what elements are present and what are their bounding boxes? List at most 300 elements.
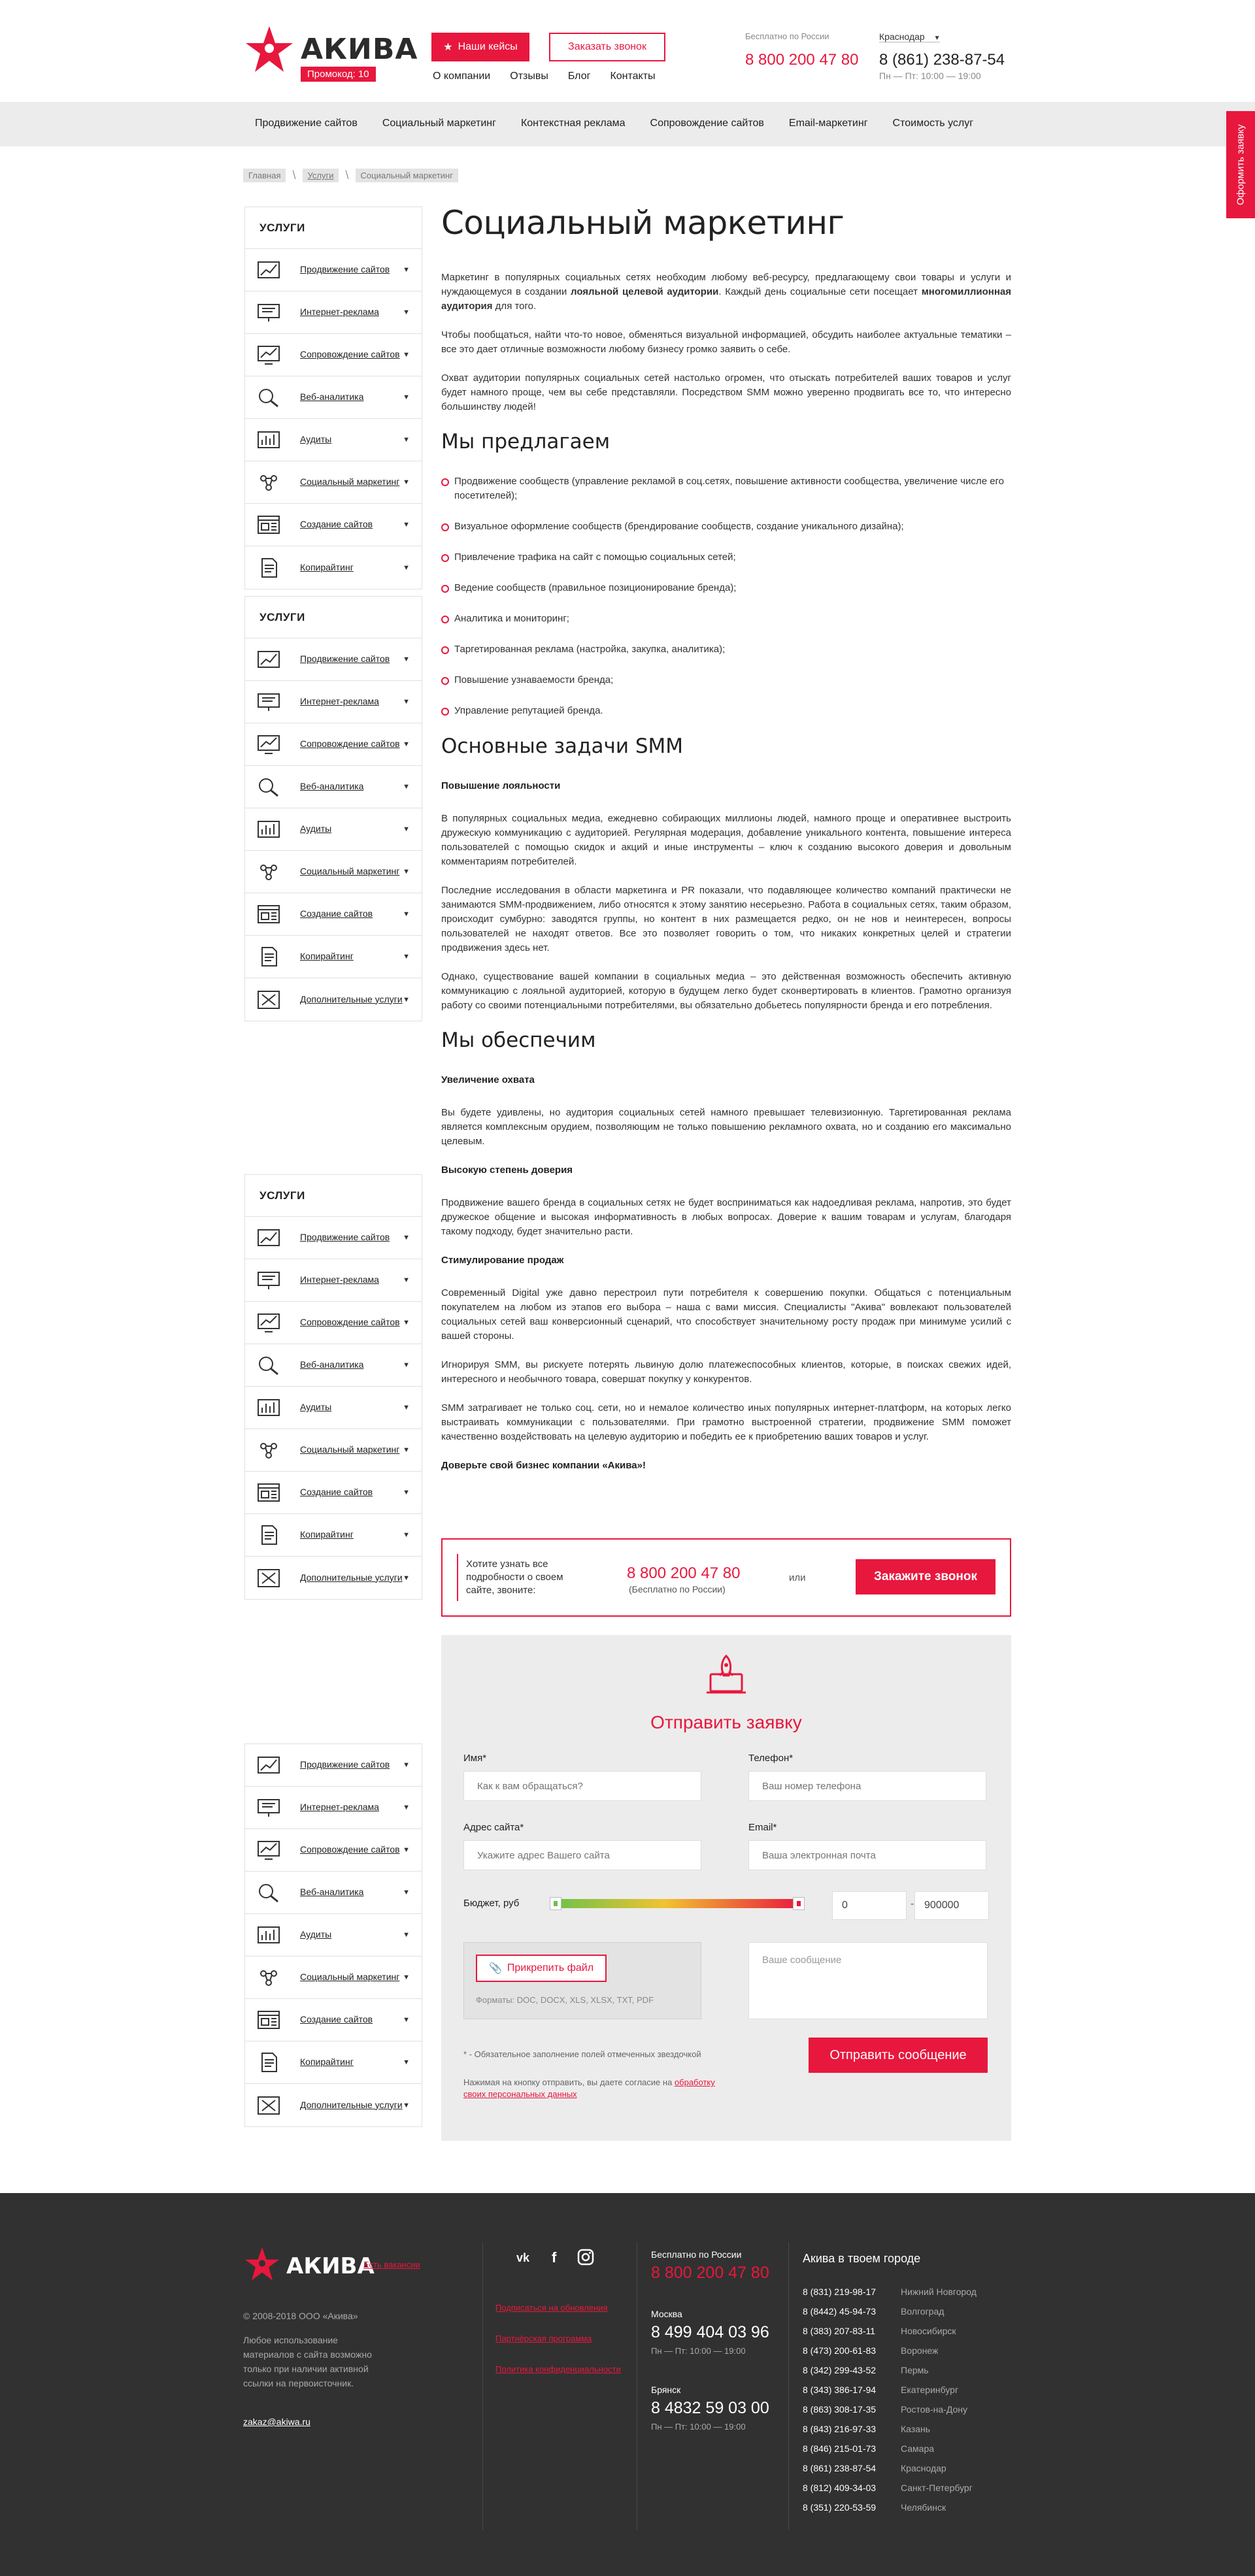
footer-logo[interactable]	[243, 2245, 375, 2285]
paragraph: Продвижение вашего бренда в социальных сетях не будет восприниматься как надоедливая реклама, напротив, это будет дружеское общение и высокая информативность в любых вопросах. Доверие к вашим товарам и услугам, благодаря такому подходу, будет значительно расти.	[441, 1197, 1011, 1237]
city-name[interactable]: Санкт-Петербург	[901, 2483, 973, 2493]
free-phone[interactable]: 8 800 200 47 80	[745, 51, 859, 69]
paragraph: В популярных социальных медиа, ежедневно собирающих миллионы людей, намного проще и оперативнее выстроить дружескую коммуникацию с аудиторией. Регулярная модерация, добавление уникального контента, повышение интереса пользователей с помощью скидок и акций и иные инструменты – ключ к созданию высокого доверия и довольным комментариям потребителей.	[441, 813, 1011, 867]
top-nav	[433, 71, 656, 82]
subheading: Высокую степень доверия	[441, 1164, 573, 1176]
chevron-down-icon[interactable]: ▼	[403, 2101, 410, 2109]
list-item: Управление репутацией бренда.	[441, 704, 1011, 718]
intro-paragraph: Маркетинг в популярных социальных сетях необходим любому веб-ресурсу, предлагающему свои товары и услуги и нуждающемуся в создании лояльной целевой аудитории. Каждый день социальные сети посещает многомиллионная аудитория для того.	[441, 272, 1011, 312]
budget-label: Бюджет, руб	[463, 1898, 520, 1909]
chevron-down-icon[interactable]: ▼	[403, 1531, 410, 1539]
sidebar-item[interactable]	[245, 1344, 422, 1387]
footer-email[interactable]: zakaz@akiwa.ru	[243, 2417, 310, 2427]
city-row	[803, 2458, 1012, 2478]
paragraph: Однако, существование вашей компании в социальных медиа – это действенная возможность обеспечить активную коммуникацию с лояльной аудиторией, которую в будущем легко будет сконвертировать в клиентов. Грамотно организуя работу со своими потенциальными потребителями, вы обязательно добьетесь популярности бренда и его потребления.	[441, 971, 1011, 1011]
sidebar-item[interactable]	[245, 1957, 422, 1999]
city-select[interactable]	[879, 31, 940, 42]
trust-line: Доверьте свой бизнес компании «Акива»!	[441, 1460, 646, 1471]
paragraph: Игнорируя SMM, вы рискуете потерять львиную долю платежеспособных клиентов, которые, в поисках свежих идей, интересного и необычного товара, совершат покупку у конкурентов.	[441, 1359, 1011, 1385]
call-box	[441, 1538, 1011, 1617]
phone-input[interactable]	[748, 1771, 986, 1801]
chevron-down-icon[interactable]: ▼	[403, 1973, 410, 1981]
billboard-icon	[257, 1797, 280, 1818]
website-icon	[257, 514, 280, 535]
footer-links	[495, 2303, 621, 2374]
attach-file-label: Прикрепить файл	[507, 1962, 594, 1973]
request-side-tab[interactable]: Оформить заявку	[1226, 111, 1255, 218]
chevron-down-icon[interactable]: ▼	[403, 1846, 410, 1854]
sidebar-item[interactable]	[245, 978, 422, 1021]
work-hours: Пн — Пт: 10:00 — 19:00	[879, 71, 981, 81]
monitor-chart-icon	[257, 344, 280, 365]
required-note: * - Обязательное заполнение полей отмеченных звездочкой	[463, 2049, 701, 2059]
city-phone[interactable]: 8 (342) 299-43-52	[803, 2365, 877, 2375]
sidebar-item[interactable]	[245, 504, 422, 546]
sidebar-item-label: Аудиты	[300, 1402, 332, 1413]
sidebar-item-label: Веб-аналитика	[300, 1887, 364, 1898]
paragraph: Последние исследования в области маркетинга и PR показали, что подавляющее количество компаний практически не занимаются SMM-продвижением, либо относятся к этому занятию несерьезно. Работа в социальных сетях, таким образом, происходит сумбурно: заводятся группы, но контент в них размещается редко, он не нов и неинтересен, вопросы пользователей не находят ответов. Все это позволяет говорить о том, что никаких конкретных целей и стратегии продвижения здесь нет.	[441, 885, 1011, 953]
city-phone[interactable]: 8 (473) 200-61-83	[803, 2345, 877, 2356]
website-icon	[257, 2009, 280, 2030]
city-name[interactable]: Самара	[901, 2443, 935, 2454]
legal-text: Любое использование материалов с сайта возможно только при наличии активной ссылки на первоисточник.	[243, 2335, 372, 2388]
chevron-down-icon[interactable]: ▼	[403, 783, 410, 791]
bryansk-phone[interactable]: 8 4832 59 03 00	[651, 2399, 769, 2417]
sidebar-item[interactable]	[245, 851, 422, 893]
sidebar-item-label: Копирайтинг	[300, 2056, 354, 2068]
chevron-down-icon[interactable]: ▼	[403, 1276, 410, 1284]
message-textarea[interactable]: Ваше сообщение	[748, 1942, 988, 2019]
sidebar-item[interactable]	[245, 461, 422, 504]
section-title-provide: Мы обеспечим	[441, 1029, 596, 1052]
sidebar-item-label: Создание сайтов	[300, 2014, 373, 2025]
menu-item-support[interactable]: Сопровождение сайтов	[650, 118, 764, 129]
form-title: Отправить заявку	[650, 1712, 802, 1732]
order-call-button[interactable]: Закажите звонок	[856, 1559, 996, 1594]
moscow-phone[interactable]: 8 499 404 03 96	[651, 2323, 769, 2341]
budget-max-handle[interactable]	[793, 1897, 805, 1910]
sidebar-item[interactable]	[245, 1217, 422, 1259]
city-row	[803, 2321, 1012, 2341]
nav-reviews[interactable]: Отзывы	[510, 71, 548, 82]
site-label: Адрес сайта*	[463, 1822, 524, 1833]
website-icon	[257, 1482, 280, 1503]
sidebar-item[interactable]	[245, 1744, 422, 1787]
chevron-down-icon[interactable]: ▼	[403, 1761, 410, 1769]
city-row	[803, 2478, 1012, 2498]
sidebar-item[interactable]	[245, 681, 422, 723]
list-item: Ведение сообществ (правильное позиционирование бренда);	[441, 581, 1011, 595]
services-sidebar-4	[244, 1743, 422, 2127]
chevron-down-icon[interactable]: ▼	[403, 1489, 410, 1496]
chart-up-icon	[257, 259, 280, 280]
services-sidebar-2	[244, 596, 422, 1021]
nav-contacts[interactable]: Контакты	[610, 71, 656, 82]
list-item: Продвижение сообществ (управление рекламой в соц.сетях, повышение активности сообщества, увеличение числе его посетителей);	[441, 474, 1011, 503]
sidebar-item[interactable]	[245, 2084, 422, 2126]
callbox-free-label: (Бесплатно по России)	[629, 1584, 726, 1594]
city-name[interactable]: Челябинск	[901, 2502, 946, 2513]
name-input[interactable]	[463, 1771, 701, 1801]
phone-label: Телефон*	[748, 1753, 794, 1764]
chevron-down-icon[interactable]: ▼	[403, 655, 410, 663]
cities-title: Акива в твоем городе	[803, 2252, 921, 2265]
chevron-down-icon[interactable]: ▼	[403, 393, 410, 401]
city-row	[803, 2282, 1012, 2302]
main-content	[441, 204, 1011, 1491]
chevron-down-icon[interactable]: ▼	[403, 740, 410, 748]
breadcrumb-home[interactable]: Главная	[243, 169, 286, 182]
email-input[interactable]	[748, 1840, 986, 1870]
sidebar-item-label: Интернет-реклама	[300, 696, 379, 707]
request-form	[441, 1635, 1011, 2141]
subheading: Повышение лояльности	[441, 780, 561, 791]
city-phone[interactable]: 8 (812) 409-34-03	[803, 2483, 877, 2493]
monitor-chart-icon	[257, 734, 280, 755]
sidebar-item[interactable]	[245, 1387, 422, 1429]
city-name[interactable]: Воронеж	[901, 2345, 939, 2356]
vk-icon[interactable]	[516, 2248, 535, 2266]
paperclip-icon: 📎	[488, 1963, 502, 1974]
sidebar-item-label: Социальный маркетинг	[300, 866, 400, 877]
city-name[interactable]: Ростов-на-Дону	[901, 2404, 967, 2415]
callbox-accent	[457, 1554, 461, 1601]
sidebar-item[interactable]	[245, 291, 422, 334]
consent-link[interactable]: обработку своих персональных данных	[463, 2077, 715, 2099]
billboard-icon	[257, 302, 280, 323]
sidebar-item[interactable]	[245, 1259, 422, 1302]
promo-badge: Промокод: 10	[301, 67, 376, 82]
city-row	[803, 2380, 1012, 2400]
footer-logo-text: АКИВА	[286, 2253, 375, 2279]
sidebar-item[interactable]	[245, 419, 422, 461]
social-network-icon	[257, 1440, 280, 1461]
list-item: Аналитика и мониторинг;	[441, 612, 1011, 626]
chevron-down-icon[interactable]: ▼	[403, 1404, 410, 1412]
site-footer	[0, 2193, 1255, 2576]
sidebar-item[interactable]	[245, 1514, 422, 1557]
subheading: Стимулирование продаж	[441, 1255, 564, 1266]
document-icon	[257, 557, 280, 578]
services-title: УСЛУГИ	[245, 1175, 422, 1217]
sidebar-item-label: Аудиты	[300, 1929, 332, 1940]
sidebar-item-label: Копирайтинг	[300, 561, 354, 572]
sidebar-item[interactable]	[245, 249, 422, 291]
chevron-down-icon[interactable]: ▼	[403, 2058, 410, 2066]
sidebar-item[interactable]	[245, 546, 422, 589]
logo[interactable]	[243, 24, 418, 86]
attach-area	[463, 1942, 701, 2019]
sidebar-item[interactable]	[245, 2041, 422, 2084]
tools-icon	[257, 1568, 280, 1589]
nav-blog[interactable]: Блог	[567, 71, 591, 82]
facebook-icon[interactable]	[546, 2248, 565, 2266]
menu-item-context[interactable]: Контекстная реклама	[520, 118, 626, 129]
tools-icon	[257, 2095, 280, 2116]
intro-paragraph: Охват аудитории популярных социальных сетей настолько огромен, что отыскать потребителей ваших товаров и услуг будет намного проще, чем вы себе представляли. Посредством SMM можно уверенно продвигать все то, что интересно большинству людей!	[441, 372, 1011, 412]
breadcrumb-current: Социальный маркетинг	[356, 169, 458, 182]
audit-chart-icon	[257, 429, 280, 450]
city-row	[803, 2341, 1012, 2360]
instagram-icon[interactable]	[577, 2248, 595, 2266]
services-sidebar-3	[244, 1174, 422, 1600]
budget-min-handle[interactable]	[550, 1897, 561, 1910]
sidebar-item-label: Сопровождение сайтов	[300, 1317, 400, 1328]
chevron-down-icon[interactable]: ▼	[403, 478, 410, 486]
sidebar-item-label: Копирайтинг	[300, 1529, 354, 1540]
breadcrumb	[243, 169, 458, 182]
moscow-label: Москва	[651, 2309, 682, 2319]
sidebar-item-label: Создание сайтов	[300, 908, 373, 919]
sidebar-item[interactable]	[245, 1472, 422, 1514]
paragraph: Современный Digital уже давно перестроил пути потребителя к совершению покупки. Общаться с потенциальным покупателем на любом из этапов его выбора – наша с вами миссия. Специалисты "Акива" вовлекают пользователей социальных сетей ваш конверсионный сценарий, что способствует значительному росту продаж при минимуме усилий с вашей стороны.	[441, 1287, 1011, 1342]
social-network-icon	[257, 1967, 280, 1988]
social-network-icon	[257, 472, 280, 493]
chevron-down-icon[interactable]: ▼	[403, 1234, 410, 1242]
city-name[interactable]: Екатеринбург	[901, 2385, 959, 2395]
offer-list	[441, 474, 1011, 718]
sidebar-item[interactable]	[245, 376, 422, 419]
monitor-chart-icon	[257, 1840, 280, 1860]
footer-vacancies-link[interactable]: Есть вакансии	[363, 2260, 420, 2270]
city-name[interactable]: Краснодар	[901, 2463, 946, 2473]
moscow-hours: Пн — Пт: 10:00 — 19:00	[651, 2346, 746, 2356]
sidebar-item[interactable]	[245, 1302, 422, 1344]
callbox-or: или	[789, 1572, 806, 1583]
main-menu	[0, 102, 1255, 146]
copyright: © 2008-2018 ООО «Акива»	[243, 2311, 358, 2321]
local-phone[interactable]: 8 (861) 238-87-54	[879, 51, 1005, 69]
submit-button[interactable]: Отправить сообщение	[809, 2038, 988, 2073]
footer-contacts	[651, 2249, 782, 2460]
sidebar-item[interactable]	[245, 1429, 422, 1472]
budget-max-input[interactable]: 900000	[914, 1891, 989, 1920]
sidebar-item[interactable]	[245, 1829, 422, 1872]
attach-formats: Форматы: DOC, DOCX, XLS, XLSX, TXT, PDF	[476, 1995, 654, 2005]
magnifier-icon	[257, 1882, 280, 1903]
menu-item-email[interactable]: Email-маркетинг	[788, 118, 868, 129]
billboard-icon	[257, 1270, 280, 1291]
sidebar-item-label: Веб-аналитика	[300, 391, 364, 403]
city-row	[803, 2360, 1012, 2380]
city-name[interactable]: Новосибирск	[901, 2326, 956, 2336]
website-icon	[257, 904, 280, 925]
city-select-value: Краснодар	[879, 31, 925, 42]
callback-button[interactable]: Заказать звонок	[549, 33, 665, 61]
sidebar-item[interactable]	[245, 1999, 422, 2041]
sidebar-item-label: Социальный маркетинг	[300, 1444, 400, 1455]
cases-button[interactable]	[431, 33, 529, 61]
sidebar-item[interactable]	[245, 1557, 422, 1599]
city-phone[interactable]: 8 (831) 219-98-17	[803, 2287, 877, 2297]
footer-divider	[482, 2243, 483, 2530]
sidebar-item[interactable]	[245, 893, 422, 936]
chevron-down-icon[interactable]: ▼	[403, 1804, 410, 1811]
attach-file-button[interactable]	[476, 1955, 607, 1982]
sidebar-item[interactable]	[245, 936, 422, 978]
sidebar-item-label: Социальный маркетинг	[300, 476, 400, 487]
bryansk-label: Брянск	[651, 2385, 681, 2395]
chevron-down-icon[interactable]: ▼	[403, 563, 410, 572]
city-phone[interactable]: 8 (383) 207-83-11	[803, 2326, 876, 2336]
sidebar-item[interactable]	[245, 1787, 422, 1829]
footer-divider	[788, 2243, 789, 2530]
chevron-down-icon[interactable]: ▼	[403, 1931, 410, 1939]
subscribe-link[interactable]: Подписаться на обновления	[495, 2303, 608, 2313]
sidebar-item[interactable]	[245, 808, 422, 851]
sidebar-item-label: Дополнительные услуги	[300, 993, 403, 1004]
chevron-down-icon[interactable]: ▼	[403, 521, 410, 529]
list-item: Визуальное оформление сообществ (брендирование сообществ, создание уникального дизайна);	[441, 520, 1011, 534]
city-name[interactable]: Казань	[901, 2424, 931, 2434]
budget-dash: -	[911, 1898, 914, 1909]
consent-text: Нажимая на кнопку отправить, вы даете согласие на обработку своих персональных данных	[463, 2077, 715, 2099]
city-name[interactable]: Нижний Новгород	[901, 2287, 977, 2297]
breadcrumb-separator: \	[292, 169, 296, 182]
sidebar-item[interactable]	[245, 334, 422, 376]
list-item: Повышение узнаваемости бренда;	[441, 673, 1011, 687]
paragraph: Вы будете удивлены, но аудитория социальных сетей намного превышает телевизионную. Таргетированная реклама является комплексным орудием, позволяющим не только повышению рекламного охвата, но и созданию его максимально целевым.	[441, 1107, 1011, 1147]
list-item: Привлечение трафика на сайт с помощью социальных сетей;	[441, 550, 1011, 565]
sidebar-item-label: Сопровождение сайтов	[300, 1844, 400, 1855]
budget-slider[interactable]	[551, 1899, 803, 1908]
city-phone[interactable]: 8 (343) 386-17-94	[803, 2385, 877, 2395]
chevron-down-icon[interactable]: ▼	[403, 825, 410, 833]
sidebar-item-label: Аудиты	[300, 823, 332, 834]
city-phone[interactable]: 8 (8442) 45-94-73	[803, 2306, 877, 2317]
sidebar-item-label: Дополнительные услуги	[300, 2099, 403, 2110]
sidebar-item-label: Создание сайтов	[300, 1487, 373, 1498]
chart-up-icon	[257, 1227, 280, 1248]
sidebar-item-label: Веб-аналитика	[300, 1359, 364, 1370]
chevron-down-icon[interactable]: ▼	[403, 953, 410, 961]
chevron-down-icon[interactable]: ▼	[403, 1574, 410, 1582]
chevron-down-icon[interactable]: ▼	[403, 2016, 410, 2024]
footer-free-label: Бесплатно по России	[651, 2249, 742, 2260]
callbox-phone[interactable]: 8 800 200 47 80	[627, 1564, 741, 1582]
sidebar-item-label: Аудиты	[300, 434, 332, 445]
services-sidebar-1	[244, 206, 422, 589]
page-title: Социальный маркетинг	[441, 204, 845, 242]
star-logo-icon	[243, 2245, 281, 2283]
chevron-down-icon[interactable]: ▼	[403, 910, 410, 918]
sidebar-item-label: Сопровождение сайтов	[300, 349, 400, 360]
sidebar-item-label: Дополнительные услуги	[300, 1572, 403, 1583]
sidebar-item-label: Продвижение сайтов	[300, 1232, 390, 1243]
city-phone[interactable]: 8 (863) 308-17-35	[803, 2404, 877, 2415]
chevron-down-icon[interactable]: ▼	[403, 868, 410, 876]
chevron-down-icon: ▼	[933, 35, 941, 42]
services-title: УСЛУГИ	[245, 597, 422, 638]
privacy-link[interactable]: Политика конфиденциальности	[495, 2364, 621, 2374]
logo-text: АКИВА	[301, 33, 418, 66]
chart-up-icon	[257, 649, 280, 670]
menu-item-smm[interactable]: Социальный маркетинг	[382, 118, 496, 129]
budget-min-input[interactable]: 0	[832, 1891, 907, 1920]
chevron-down-icon[interactable]: ▼	[403, 436, 410, 444]
sidebar-item-label: Продвижение сайтов	[300, 1759, 390, 1770]
sidebar-item[interactable]	[245, 1872, 422, 1914]
city-phone[interactable]: 8 (846) 215-01-73	[803, 2443, 877, 2454]
nav-about[interactable]: О компании	[433, 71, 491, 82]
tools-icon	[257, 989, 280, 1010]
sidebar-item-label: Социальный маркетинг	[300, 1972, 400, 1983]
breadcrumb-services[interactable]: Услуги	[303, 169, 339, 182]
chevron-down-icon[interactable]: ▼	[403, 995, 410, 1004]
document-icon	[257, 1525, 280, 1545]
intro-paragraph: Чтобы пообщаться, найти что-то новое, обменяться визуальной информацией, обсудить наиболее актуальные тематики – все это дает отличные возможности любому бизнесу громко заявить о себе.	[441, 329, 1011, 355]
sidebar-item-label: Продвижение сайтов	[300, 653, 390, 665]
sidebar-item[interactable]	[245, 766, 422, 808]
city-row	[803, 2400, 1012, 2419]
callbox-text: Хотите узнать все подробности о своем сайте, звоните:	[466, 1559, 563, 1596]
section-title-offer: Мы предлагаем	[441, 430, 611, 454]
social-links	[516, 2248, 595, 2266]
chevron-down-icon[interactable]: ▼	[403, 308, 410, 316]
list-item: Таргетированная реклама (настройка, закупка, аналитика);	[441, 642, 1011, 657]
subheading: Увеличение охвата	[441, 1074, 535, 1085]
city-phone[interactable]: 8 (861) 238-87-54	[803, 2463, 877, 2473]
menu-item-prices[interactable]: Стоимость услуг	[892, 118, 974, 129]
partner-link[interactable]: Партнёрская программа	[495, 2334, 592, 2343]
name-label: Имя*	[463, 1753, 487, 1764]
city-row	[803, 2498, 1012, 2517]
magnifier-icon	[257, 387, 280, 408]
menu-item-seo[interactable]: Продвижение сайтов	[255, 118, 358, 129]
footer-free-phone[interactable]: 8 800 200 47 80	[651, 2264, 769, 2282]
sidebar-item-label: Сопровождение сайтов	[300, 738, 400, 750]
site-input[interactable]	[463, 1840, 701, 1870]
sidebar-item-label: Копирайтинг	[300, 951, 354, 962]
email-label: Email*	[748, 1822, 777, 1833]
monitor-chart-icon	[257, 1312, 280, 1333]
sidebar-item[interactable]	[245, 1914, 422, 1957]
social-network-icon	[257, 861, 280, 882]
chevron-down-icon[interactable]: ▼	[403, 1446, 410, 1454]
chevron-down-icon[interactable]: ▼	[403, 1889, 410, 1896]
rocket-laptop-icon	[703, 1652, 750, 1699]
chevron-down-icon[interactable]: ▼	[403, 698, 410, 706]
chevron-down-icon[interactable]: ▼	[403, 1361, 410, 1369]
sidebar-item-label: Интернет-реклама	[300, 1274, 379, 1285]
sidebar-item[interactable]	[245, 723, 422, 766]
chevron-down-icon[interactable]: ▼	[403, 266, 410, 274]
sidebar-item[interactable]	[245, 638, 422, 681]
document-icon	[257, 2052, 280, 2073]
svg-text:vk: vk	[516, 2251, 530, 2264]
city-row	[803, 2439, 1012, 2458]
city-row	[803, 2419, 1012, 2439]
star-icon: ★	[443, 42, 453, 53]
chevron-down-icon[interactable]: ▼	[403, 351, 410, 359]
magnifier-icon	[257, 1355, 280, 1376]
svg-text:f: f	[552, 2249, 557, 2266]
chevron-down-icon[interactable]: ▼	[403, 1319, 410, 1327]
breadcrumb-separator: \	[345, 169, 349, 182]
city-name[interactable]: Пермь	[901, 2365, 929, 2375]
document-icon	[257, 946, 280, 967]
city-row	[803, 2302, 1012, 2321]
city-name[interactable]: Волгоград	[901, 2306, 945, 2317]
city-phone[interactable]: 8 (351) 220-53-59	[803, 2502, 877, 2513]
city-phone[interactable]: 8 (843) 216-97-33	[803, 2424, 877, 2434]
sidebar-item-label: Продвижение сайтов	[300, 264, 390, 275]
sidebar-item-label: Интернет-реклама	[300, 306, 379, 318]
cities-list	[803, 2282, 1012, 2517]
free-call-label: Бесплатно по России	[745, 31, 829, 41]
site-header	[0, 0, 1255, 102]
paragraph: SMM затрагивает не только соц. сети, но и немалое количество иных популярных интернет-платформ, на которых легко выстраивать коммуникации с пользователями. При грамотно выстроенной стратегии, продвижение SMM поможет качественно воздействовать на целевую аудиторию и победить ее к приобретению ваших товаров и услуг.	[441, 1402, 1011, 1442]
